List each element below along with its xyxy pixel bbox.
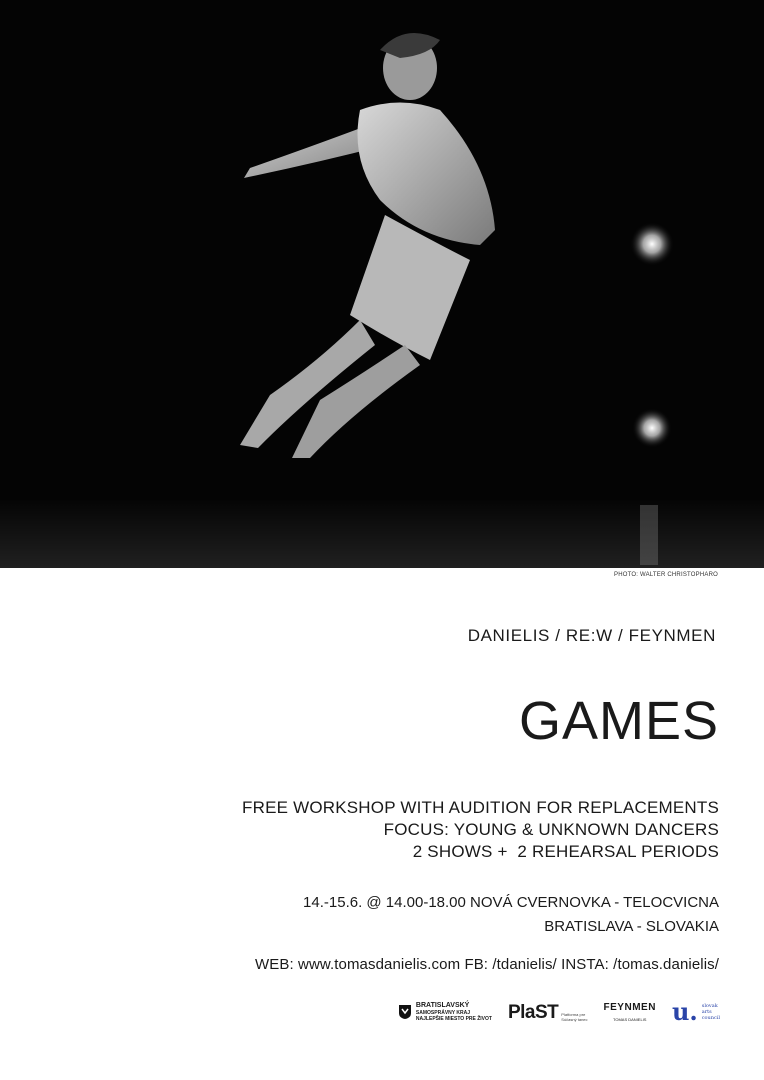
sac-mark: u. <box>671 997 698 1026</box>
detail-line: 2 SHOWS + 2 REHEARSAL PERIODS <box>412 842 719 861</box>
plast-small-2: Súčasný tanec <box>561 1016 588 1022</box>
plast-small-1: Platforma pre <box>561 1011 586 1017</box>
bsk-name: BRATISLAVSKÝ <box>415 1002 470 1009</box>
bsk-line2: SAMOSPRÁVNY KRAJ <box>415 1010 471 1016</box>
feynmen-name: FEYNMEN <box>603 1002 656 1013</box>
photo-credit: PHOTO: WALTER CHRISTOPHARO <box>614 572 718 578</box>
event-date-venue: 14.-15.6. @ 14.00-18.00 NOVÁ CVERNOVKA - TELOCVICNA <box>303 894 719 911</box>
slovak-arts-council-logo <box>671 997 720 1026</box>
bsk-crest-icon <box>398 1004 412 1020</box>
event-location: BRATISLAVA - SLOVAKIA <box>544 918 719 935</box>
plast-logo <box>508 1003 588 1022</box>
sac-line2: arts <box>701 1009 712 1015</box>
plast-name: PlaST <box>507 1001 559 1023</box>
feynmen-sub: TOMAS DANIELIS <box>612 1017 647 1022</box>
bsk-line3: NAJLEPŠIE MIESTO PRE ŽIVOT <box>415 1016 492 1022</box>
stage-light-lower <box>632 408 672 448</box>
bsk-logo <box>398 1002 492 1022</box>
detail-line: FREE WORKSHOP WITH AUDITION FOR REPLACEMENTS <box>242 798 719 817</box>
page-title: GAMES <box>518 691 719 751</box>
sac-line3: council <box>701 1015 720 1021</box>
feynmen-logo <box>604 1002 656 1022</box>
sac-line1: slovak <box>701 1003 718 1009</box>
event-info <box>303 891 719 939</box>
workshop-details <box>242 797 719 863</box>
detail-line: FOCUS: YOUNG & UNKNOWN DANCERS <box>383 820 719 839</box>
web-links: WEB: www.tomasdanielis.com FB: /tdanielis/ INSTA: /tomas.danielis/ <box>255 956 719 973</box>
page-subtitle: DANIELIS / RE:W / FEYNMEN <box>467 626 716 645</box>
sponsor-logos <box>398 997 720 1026</box>
stage-light-upper <box>630 222 674 266</box>
